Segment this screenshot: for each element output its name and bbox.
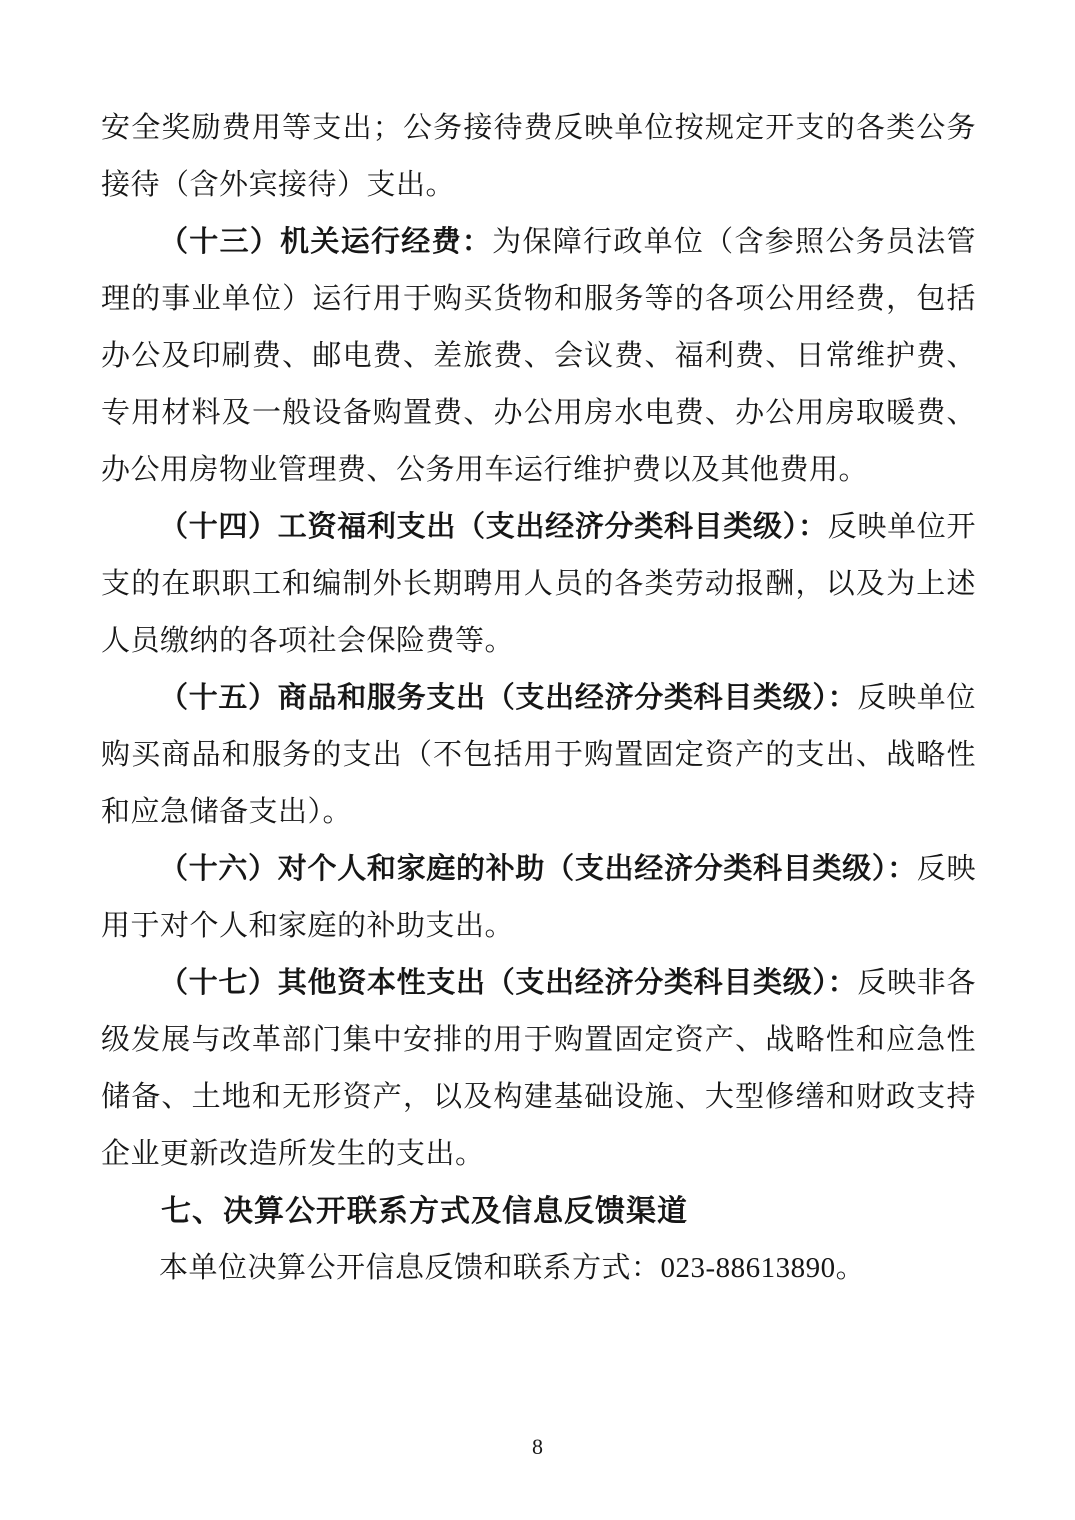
paragraph-17-lead: （十七）其他资本性支出（支出经济分类科目类级）： (159, 967, 858, 999)
paragraph-16-lead: （十六）对个人和家庭的补助（支出经济分类科目类级）： (159, 853, 917, 885)
paragraph-13-lead: （十三）机关运行经费： (159, 226, 493, 258)
section-heading: 七、决算公开联系方式及信息反馈渠道 (161, 1195, 688, 1228)
contact-paragraph (101, 1240, 976, 1297)
paragraph-14-text: 反映单位开支的在职职工和编制外长期聘用人员的各类劳动报酬，以及为上述人员缴纳的各项社会保险费等。 (101, 511, 976, 657)
paragraph-17-text: 反映非各级发展与改革部门集中安排的用于购置固定资产、战略性和应急性储备、土地和无形资产，以及构建基础设施、大型修缮和财政支持企业更新改造所发生的支出。 (101, 967, 976, 1170)
paragraph-15-lead: （十五）商品和服务支出（支出经济分类科目类级）： (159, 682, 858, 714)
paragraph-continuation-text: 安全奖励费用等支出；公务接待费反映单位按规定开支的各类公务接待（含外宾接待）支出。 (101, 112, 976, 201)
paragraph-continuation (101, 100, 976, 214)
document-body (101, 100, 976, 1297)
paragraph-14 (101, 499, 976, 670)
paragraph-15-text: 反映单位购买商品和服务的支出（不包括用于购置固定资产的支出、战略性和应急储备支出）。 (101, 682, 976, 828)
page-number: 8 (532, 1434, 543, 1459)
paragraph-13-text: 为保障行政单位（含参照公务员法管理的事业单位）运行用于购买货物和服务等的各项公用经费，包括办公及印刷费、邮电费、差旅费、会议费、福利费、日常维护费、专用材料及一般设备购置费、办公用房水电费、办公用房取暖费、办公用房物业管理费、公务用车运行维护费以及其他费用。 (101, 226, 976, 486)
paragraph-14-lead: （十四）工资福利支出（支出经济分类科目类级）： (159, 511, 828, 543)
paragraph-16 (101, 841, 976, 955)
paragraph-16-text: 反映用于对个人和家庭的补助支出。 (101, 853, 976, 942)
paragraph-13 (101, 214, 976, 499)
contact-text: 本单位决算公开信息反馈和联系方式：023-88613890。 (159, 1252, 866, 1284)
paragraph-15 (101, 670, 976, 841)
paragraph-17 (101, 955, 976, 1183)
